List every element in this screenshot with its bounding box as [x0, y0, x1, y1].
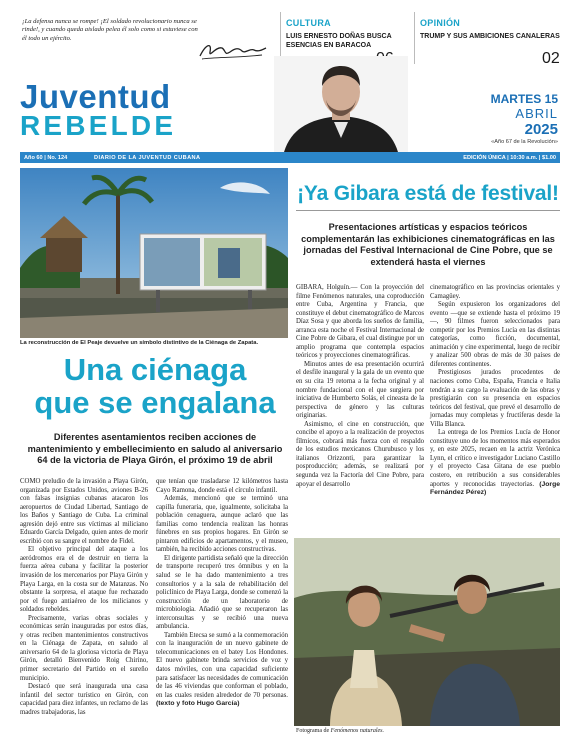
photo-caption	[296, 728, 384, 734]
paragraph: Minutos antes de esa presentación ocurrirá el desfile inaugural y la gala de un evento que en su cita 19 retorna a la fecha original y al nombre fundacional con el que surgiera por iniciativa de Humberto Solás, el cineasta de la perspectiva de género y las culturas originarias.	[296, 360, 424, 420]
teaser-section: CULTURA	[286, 18, 331, 28]
fidel-quote: ¡La defensa nunca se rompe! ¡El soldado revolucionario nunca se rinde!, y cuando queda aislado pelea él solo como si estuviese con él todo un ejército.	[22, 18, 198, 42]
film-still-photo	[294, 538, 560, 726]
paragraph: que tenían que trasladarse 12 kilómetros hasta Cayo Ramona, donde está el círculo infantil.	[156, 478, 288, 494]
info-bar	[20, 152, 560, 163]
headline-line: que se engalana	[34, 385, 276, 420]
caption-prefix: Fotograma de	[296, 728, 330, 734]
date-block	[491, 92, 558, 145]
paragraph: Además, mencionó que se terminó una capilla funeraria, que, igualmente, solicitaba la población cenaguera, aunque aclaró que las familias como tendencia realizan las honras fúnebres en sus propios hogares. En Girón se pintaron edificios de apartamentos, y el museo, también, ha recibido acciones constructivas.	[156, 495, 288, 554]
revolution-year: «Año 67 de la Revolución»	[491, 139, 558, 145]
article-column-3	[296, 284, 424, 489]
paragraph: GIBARA, Holguín.— Con la proyección del filme Fenómenos naturales, una coproducción entre Cuba, Argentina y Francia, que constituye el debut cinematográfico de Marcos Díaz Sosa y que aborda los sueños de familia, arranca esta noche el Festival Internacional de Cine Pobre de Gibara, el cual distingue por un amplio programa que contempla espacios teóricos y proyecciones cinematográficas.	[296, 284, 424, 360]
year: 2025	[524, 121, 558, 138]
teaser-text: LUIS ERNESTO DOÑAS BUSCA ESENCIAS EN BARACOA	[286, 33, 392, 49]
paragraph: El dirigente partidista señaló que la dirección de transporte recuperó tres ómnibus y en la salud se le ha dado mantenimiento a tres consultorios y a la sala de rehabilitación del policlínico de Playa Larga, donde se comenzó la construcción de un laboratorio de microbiología. Añadió que se recuperaron las interconsultas y se recibió una nueva ambulancia.	[156, 554, 288, 631]
article-column-1	[20, 478, 148, 717]
article-column-2	[156, 478, 288, 709]
logo-juventud[interactable]: Juventud	[20, 78, 171, 115]
paragraph: Asimismo, el cine en construcción, que concibe el apoyo a la realización de proyectos fílmicos, cobrará más fuerza con el respaldo de los estudios mexicanos Churubusco y los italianos Orizzonti, para garantizar la posproducción; además, se realizará por segunda vez la Factoría del Cine Pobre, para apoyar el desarrollo	[296, 420, 424, 488]
newspaper-tagline: DIARIO DE LA JUVENTUD CUBANA	[94, 154, 201, 161]
paragraph: cinematográfico en las provincias orientales y Camagüey.	[430, 284, 560, 300]
teaser-text: TRUMP Y SUS AMBICIONES CANALERAS	[420, 33, 560, 40]
subheadline-cienaga: Diferentes asentamientos reciben acciones de mantenimiento y embellecimiento en saludo al aniversario 64 de la victoria de Playa Girón, el próximo 19 de abril	[27, 432, 283, 466]
teaser-cultura[interactable]	[286, 18, 406, 50]
teaser-opinion[interactable]	[420, 18, 560, 41]
paragraph-text: También Etecsa se sumó a la conmemoración con la inauguración de un nuevo gabinete de telecomunicaciones en el batey Los Hondones. El nuevo gabinete brinda servicios de voz y datos móviles, con una capacidad suficiente para satisfacer las necesidades de comunicación de las 46 viviendas que conforman el poblado, en las cuales residen alrededor de 70 personas.	[156, 631, 288, 699]
photo-credit: (texto y foto Hugo García)	[156, 700, 240, 708]
paragraph: Precisamente, varias obras sociales y económicas serán inauguradas por estos días, y otras reciben mantenimientos constructivos en la Ciénaga de Zapata, en saludo al aniversario 64 de la gloriosa victoria de Playa Girón, detalló Bienvenido Roig Chirino, primer secretario del Partido en el sureño municipio.	[20, 614, 148, 682]
paragraph-text: La entrega de los Premios Lucía de Honor constituye uno de los momentos más esperados y, en este 2025, recaen en la actriz Verónica Lynn, el crítico e investigador Luciano Castillo y el proyecto Casa Gitana de ese pueblo costero, en retribución a sus considerables aportes y reconocidas trayectorias.	[430, 429, 560, 488]
weekday: MARTES 15	[490, 92, 558, 106]
paragraph: Según expusieron los organizadores del evento —que se extiende hasta el próximo 19—, 90 filmes fueron seleccionados para competir por los Premios Lucía en las distintas categorías, como ficción, documental, animación y cine experimental, luego de recibir y analizar 500 obras de más de 30 países de diferentes continentes.	[430, 301, 560, 368]
masthead	[0, 70, 580, 156]
logo-rebelde[interactable]: REBELDE	[20, 110, 177, 141]
paragraph: El objetivo principal del ataque a los aeródromos era el de destruir en tierra la fuerza aérea cubana y facilitar la posterior invasión de los mercenarios por Playa Girón y Playa Larga, en la costa sur de Matanzas. No obstante la sorpresa, el ataque fue rechazado por el fuego antiaéreo de los milicianos y soldados rebeldes.	[20, 546, 148, 614]
paragraph: Destacó que será inaugurada una casa infantil del sector turístico en Girón, con capacidad para diez infantes, un reclamo de las madres trabajadoras, las	[20, 683, 148, 716]
headline-line: Una ciénaga	[63, 352, 247, 387]
paragraph: COMO preludio de la invasión a Playa Girón, organizada por Estados Unidos, aviones B-26 con falsas insignias cubanas atacaron los aeropuertos de Ciudad Libertad, Santiago de los Baños y Santiago de Cuba. La criminal agresión dejó entre sus víctimas al miliciano Eduardo García Delgado, quien antes de morir escribió con su sangre el nombre de Fidel.	[20, 478, 148, 545]
photo-caption: La reconstrucción de El Peaje devuelve un símbolo distintivo de la Ciénaga de Zapata.	[20, 340, 259, 346]
edition-info: EDICIÓN ÚNICA | 10:30 a.m. | $1.00	[463, 154, 556, 161]
teaser-section: OPINIÓN	[420, 18, 461, 28]
divider	[414, 12, 415, 64]
paragraph	[156, 632, 288, 709]
peaje-photo	[20, 168, 288, 338]
month: ABRIL	[515, 106, 558, 121]
teaser-page: 02	[542, 50, 560, 67]
caption-film-title: Fenómenos naturales.	[330, 728, 384, 734]
headline-gibara[interactable]: ¡Ya Gibara está de festival!	[297, 182, 559, 205]
paragraph: Prestigiosos jurados procedentes de naciones como Cuba, España, Francia e Italia tendrán a su cargo la evaluación de las obras y prestigiarán con su presencia en espacios teóricos del festival, que prevé el desarrollo de jornadas muy completas y fructíferas desde la Villa Blanca.	[430, 369, 560, 428]
paragraph	[430, 429, 560, 497]
signature	[196, 38, 268, 64]
divider	[296, 210, 560, 211]
portrait-photo	[274, 56, 408, 152]
author-credit: (Jorge Fernández Pérez)	[430, 480, 561, 497]
issue-number: Año 60 | No. 124	[24, 154, 68, 161]
headline-cienaga[interactable]	[20, 353, 290, 419]
article-column-4	[430, 284, 560, 498]
subheadline-gibara: Presentaciones artísticas y espacios teóricos complementarán las exhibiciones cinematográficas en las jornadas del Festival Internacional de Cine Pobre, que se extenderá hasta el viernes	[301, 222, 555, 267]
